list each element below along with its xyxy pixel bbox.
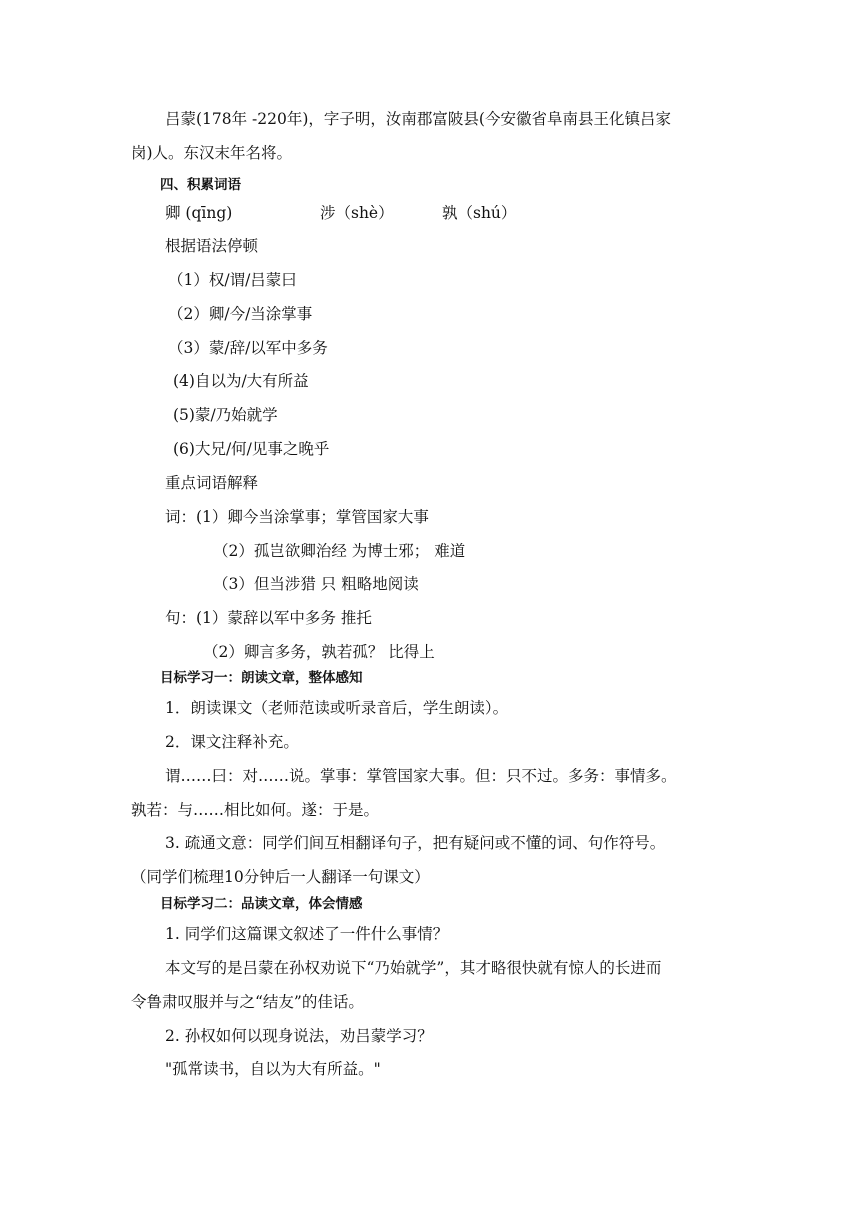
word-explanation-3: （3）但当涉猎 只 粗略地阅读 [213,575,419,593]
goal1-item-3-line-2: （同学们梳理10分钟后一人翻译一句课文） [131,868,430,886]
intro-line-2: 岗)人。东汉末年名将。 [131,144,293,162]
pause-item-3: （3）蒙/辞/以军中多务 [168,339,328,357]
section-heading-goal-1: 目标学习一：朗读文章，整体感知 [160,670,363,686]
goal2-question-1: 1. 同学们这篇课文叙述了一件什么事情？ [165,925,449,943]
pause-item-4: (4)自以为/大有所益 [173,372,309,390]
pause-item-6: (6)大兄/何/见事之晚乎 [173,440,330,458]
goal1-item-1: 1．朗读课文（老师范读或听录音后，学生朗读）。 [165,699,509,717]
pronunciation-she: 涉（shè） [320,204,394,222]
goal1-note-line-2: 孰若：与……相比如何。遂：于是。 [131,801,380,819]
pause-item-5: (5)蒙/乃始就学 [173,406,278,424]
intro-line-1: 吕蒙(178年 -220年)，字子明，汝南郡富陂县(今安徽省阜南县王化镇吕家 [165,110,671,128]
pronunciation-qing: 卿 (qīng) [165,204,233,222]
goal2-answer-1-line-2: 令鲁肃叹服并与之“结友”的佳话。 [131,993,364,1011]
goal2-answer-2: "孤常读书，自以为大有所益。" [165,1060,381,1078]
pause-item-1: （1）权/谓/吕蒙曰 [168,271,297,289]
pause-title: 根据语法停顿 [165,237,259,255]
pronunciation-shu: 孰（shú） [442,204,517,222]
key-words-title: 重点词语解释 [165,474,259,492]
word-explanation-1: 词：(1）卿今当涂掌事；掌管国家大事 [165,508,429,526]
section-heading-goal-2: 目标学习二：品读文章，体会情感 [160,896,363,912]
word-explanation-2: （2）孤岂欲卿治经 为博士邪； 难道 [213,542,466,560]
section-heading-vocabulary: 四、积累词语 [160,177,241,193]
sentence-explanation-1: 句：(1）蒙辞以军中多务 推托 [165,609,372,627]
goal1-note-line-1: 谓……曰：对……说。掌事：掌管国家大事。但：只不过。多务：事情多。 [165,767,677,785]
goal2-answer-1-line-1: 本文写的是吕蒙在孙权劝说下“乃始就学”，其才略很快就有惊人的长进而 [165,959,662,977]
sentence-explanation-2: （2）卿言多务，孰若孤？ 比得上 [203,643,435,661]
goal1-item-3-line-1: 3. 疏通文意：同学们间互相翻译句子，把有疑问或不懂的词、句作符号。 [165,834,666,852]
pause-item-2: （2）卿/今/当涂掌事 [168,305,313,323]
goal1-item-2: 2．课文注释补充。 [165,733,299,751]
goal2-question-2: 2. 孙权如何以现身说法，劝吕蒙学习？ [165,1027,433,1045]
